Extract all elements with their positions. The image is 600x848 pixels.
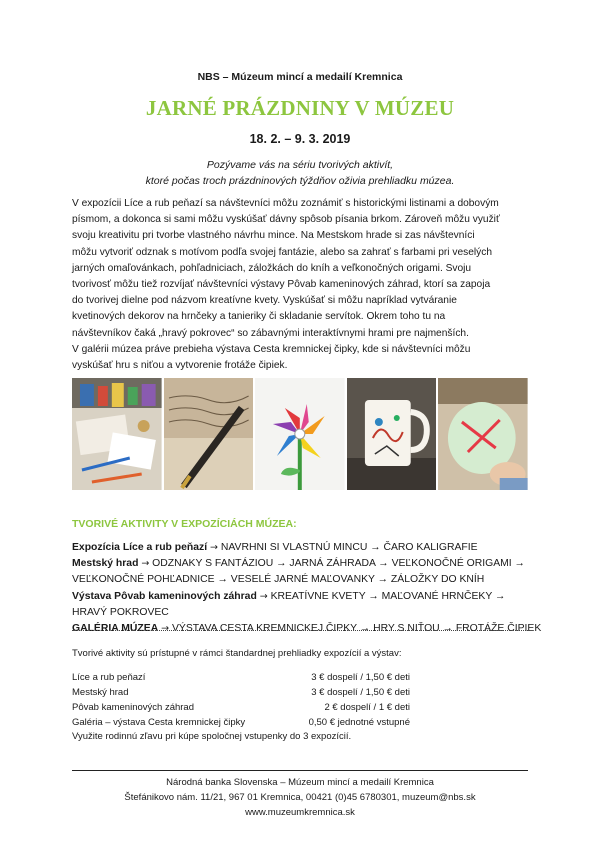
dotted-divider [72,628,528,631]
pricing-value: 3 € dospelí / 1,50 € deti [311,687,410,698]
organization-header: NBS – Múzeum mincí a medailí Kremnica [197,71,403,83]
intro-line: môžu vytvoriť odznak s motívom podľa svojej fantázie, alebo sa zahrať s farbami pri veselých [72,246,492,258]
pricing-row [72,685,410,700]
paper-pinwheel-flower-photo-icon [255,378,345,490]
arrow-right-icon: → [259,590,268,602]
activity-place: Mestský hrad [72,558,139,570]
arrow-right-icon: → [141,558,150,570]
event-dates: 18. 2. – 9. 3. 2019 [249,132,351,146]
activity-row [72,556,542,572]
invitation-line-1: Pozývame vás na sériu tvorivých aktivít, [206,159,394,171]
activity-items: NAVRHNI SI VLASTNÚ MINCU → ČARO KALIGRAFIE [220,542,478,553]
calligraphy-pen-photo-icon [164,378,254,490]
pricing-value: 0,50 € jednotné vstupné [308,717,410,728]
activities-section-title: TVORIVÉ AKTIVITY V EXPOZÍCIÁCH MÚZEA: [72,518,297,530]
pricing-name: Mestský hrad [72,687,129,698]
activity-row [72,572,542,588]
intro-paragraph [72,196,532,374]
photo-strip [72,378,528,490]
footer-address: Štefánikovo nám. 11/21, 967 01 Kremnica, 00421 (0)45 6780301, muzeum@nbs.sk [124,792,476,803]
pricing-value: 2 € dospelí / 1 € deti [324,702,410,713]
footer-website-link[interactable]: www.muzeumkremnica.sk [245,807,355,818]
intro-line: jarných omaľovánkach, pohľadniciach, záložkách do kníh a veľkonočných origami. Svoju [72,262,472,274]
activity-items: HRAVÝ POKROVEC [72,606,169,618]
arrow-right-icon: → [210,542,218,553]
page-title: JARNÉ PRÁZDNINY V MÚZEU [145,96,455,120]
painted-mug-photo-icon [347,378,437,490]
intro-line: vyskúšať hru s niťou a vytvorenie frotáže čipiek. [72,360,288,372]
pricing-row [72,700,410,715]
intro-line: kvetinových dekorov na hrnčeky a tanieriky či skladanie servítok. Okrem toho tu na [72,311,446,323]
intro-line: V expozícii Líce a rub peňazí sa návštevníci môžu zoznámiť s historickými listinami a dobovým [72,198,499,209]
activities-list [72,540,542,637]
pricing-row [72,715,410,730]
arrow-right-icon: → [161,623,170,635]
family-discount-note: Využite rodinnú zľavu pri kúpe spoločnej vstupenky do 3 expozícií. [72,731,352,742]
intro-line: tvorivosť môžu tiež rozvíjať návštevníci výstavy Pôvab kameninových záhrad, ktorí sa zapoja [72,279,491,291]
invitation-text [0,157,600,189]
pricing-table [72,670,410,730]
activity-row [72,589,542,605]
footer-institution: Národná banka Slovenska – Múzeum mincí a medailí Kremnica [166,777,434,788]
pricing-name: Líce a rub peňazí [72,672,146,683]
activity-row [72,540,542,556]
pricing-row [72,670,410,685]
intro-line: návštevníkov čaká „hravý pokrovec“ so zábavnými interaktívnymi hrami pre najmenších. [72,327,469,339]
intro-line: písmom, a dokonca si sami môžu vyskúšať dávny spôsob písania brkom. Zároveň môžu využiť [72,214,500,226]
activity-place: Expozícia Líce a rub peňazí [72,542,208,553]
crafts-photo-icon [72,378,162,490]
pricing-intro: Tvorivé aktivity sú prístupné v rámci štandardnej prehliadky expozícií a výstav: [72,648,402,659]
intro-line: do tvorivej dielne pod názvom kreatívne kvety. Vyskúšať si môžu napríklad vytváranie [72,295,457,307]
footer-divider [72,770,528,771]
pricing-value: 3 € dospelí / 1,50 € deti [311,672,410,683]
activity-items: VEĽKONOČNÉ POHĽADNICE → VESELÉ JARNÉ MAĽOVANKY → ZÁLOŽKY DO KNÍH [72,574,485,586]
pricing-name: Pôvab kameninových záhrad [72,702,194,713]
intro-line: V galérii múzea práve prebieha výstava Cesta kremnickej čipky, kde si návštevníci môžu [72,343,471,355]
footer [0,775,600,820]
activity-row [72,605,542,621]
pricing-name: Galéria – výstava Cesta kremnickej čipky [72,717,246,728]
activity-place: Výstava Pôvab kameninových záhrad [72,590,257,602]
activity-place: GALÉRIA MÚZEA [72,623,159,635]
activity-items: ODZNAKY S FANTÁZIOU → JARNÁ ZÁHRADA → VEĽKONOČNÉ ORIGAMI → [152,558,525,570]
invitation-line-2: ktoré počas troch prázdninových týždňov oživia prehliadku múzea. [145,175,455,187]
activity-items: KREATÍVNE KVETY → MAĽOVANÉ HRNČEKY → [270,590,506,602]
child-drawing-photo-icon [438,378,528,490]
intro-line: svoju kreativitu pri tvorbe vlastného návrhu mince. Na Mestskom hrade si zas návštevníci [72,230,475,242]
activity-items: VÝSTAVA CESTA KREMNICKEJ ČIPKY → HRY S NIŤOU → FROTÁŽE ČIPIEK [171,623,542,635]
